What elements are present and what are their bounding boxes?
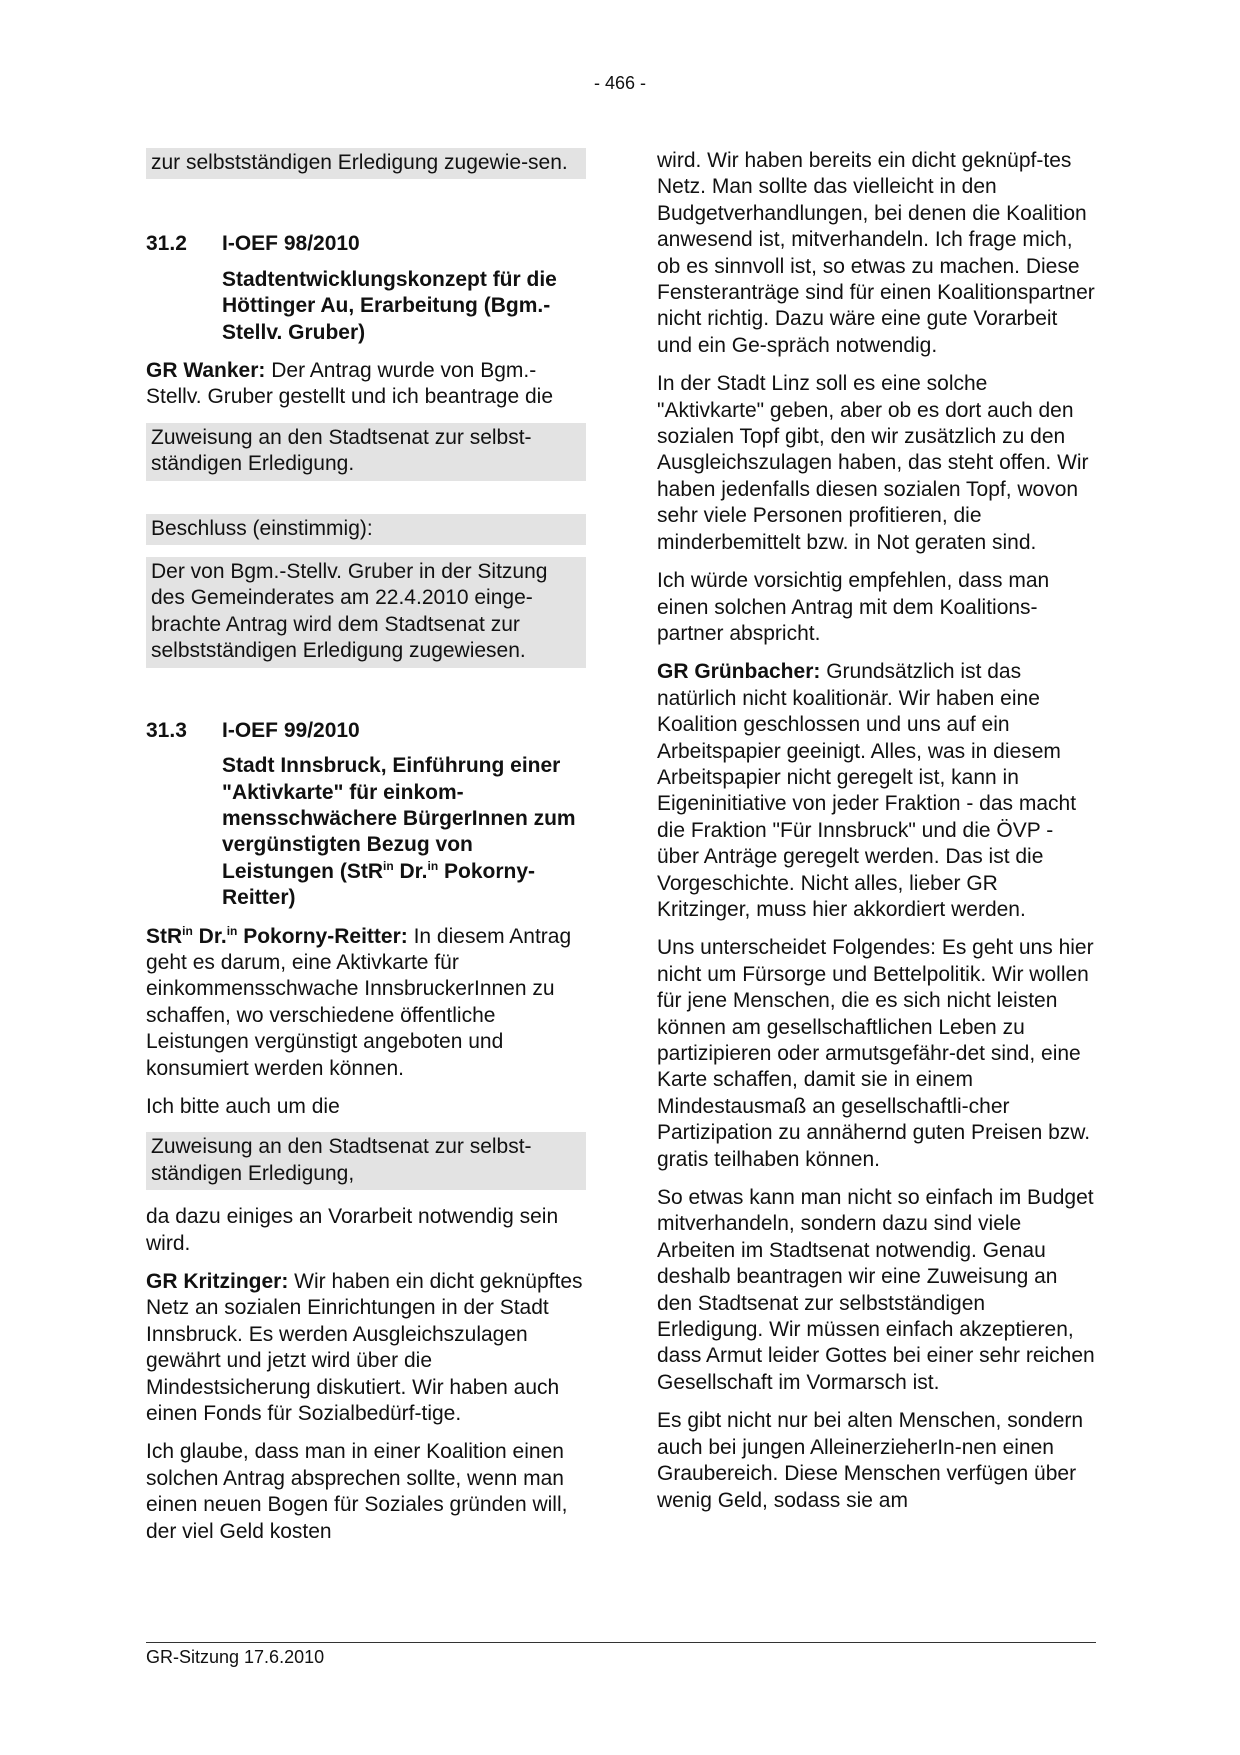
speech-paragraph: Ich glaube, dass man in einer Koalition einen solchen Antrag absprechen sollte, wenn man einen neuen Bogen für Soziales gründen will, der viel Geld kosten — [146, 1440, 568, 1543]
speaker-name: GR Wanker: — [146, 359, 266, 383]
speech-paragraph: StR$^{in}$ Dr.$^{in}$ Pokorny-Reitter: In diesem Antrag geht es darum, eine Aktivkarte für einkommensschwache InnsbruckerInnen zu schaffen, wo verschiedene öffentliche Leistungen vergünstigt angeboten und konsumiert werden können. — [146, 923, 572, 1080]
footer-session-label: GR-Sitzung 17.6.2010 — [146, 1647, 325, 1667]
speaker-name: GR Grünbacher: — [657, 660, 821, 684]
speech-paragraph: wird. Wir haben bereits ein dicht geknüpf-tes Netz. Man sollte das vielleicht in den Budgetverhandlungen, bei denen die Koalition anwesend ist, mitverhandeln. Ich frage mich, ob es sinnvoll ist, so etwas zu machen. Diese Fensteranträge sind für einen Koalitionspartner nicht richtig. Dazu wäre eine gute Vorarbeit und ein Ge-spräch notwendig. — [657, 149, 1095, 357]
speech-paragraph: Uns unterscheidet Folgendes: Es geht uns hier nicht um Fürsorge und Bettelpolitik. Wir wollen für jene Menschen, die es sich nicht leisten können am gesellschaftlichen Leben zu partizipieren oder armutsgefähr-det sind, eine Karte schaffen, damit sie in einem Mindestausmaß an gesellschaftli-cher Partizipation zu annähernd guten Preisen bzw. gratis teilhaben können. — [657, 936, 1094, 1171]
right-column — [657, 148, 1095, 1514]
decision-box: Zuweisung an den Stadtsenat zur selbst-ständigen Erledigung, — [146, 1132, 586, 1190]
speaker-name: StR$^{in}$ Dr.$^{in}$ Pokorny-Reitter: — [146, 923, 408, 948]
left-column — [146, 148, 586, 1545]
item-number: 31.2 — [146, 232, 187, 256]
footer-divider — [146, 1642, 1096, 1643]
speech-paragraph: Es gibt nicht nur bei alten Menschen, sondern auch bei jungen AlleinerzieherIn-nen einen Graubereich. Diese Menschen verfügen über wenig Geld, sodass sie am — [657, 1409, 1084, 1512]
item-title: Stadtentwicklungskonzept für die Höttinger Au, Erarbeitung (Bgm.-Stellv. Gruber) — [222, 267, 557, 344]
speech-paragraph: GR Wanker: Der Antrag wurde von Bgm.-Stellv. Gruber gestellt und ich beantrage die — [146, 359, 554, 409]
speech-paragraph: GR Kritzinger: Wir haben ein dicht geknüpftes Netz an sozialen Einrichtungen in der Stadt Innsbruck. Es werden Ausgleichszulagen gewährt und jetzt wird über die Mindestsicherung diskutiert. Wir haben auch einen Fonds für Sozialbedürf-tige. — [146, 1270, 583, 1426]
agenda-item-31-2 — [146, 231, 586, 257]
agenda-item-31-3 — [146, 718, 586, 744]
page-number: - 466 - — [593, 73, 647, 93]
item-number: 31.3 — [146, 718, 187, 742]
speech-paragraph: da dazu einiges an Vorarbeit notwendig sein wird. — [146, 1205, 559, 1255]
speech-paragraph: Ich bitte auch um die — [146, 1094, 340, 1118]
item-code: I-OEF 99/2010 — [222, 718, 360, 742]
resolution-text: Der von Bgm.-Stellv. Gruber in der Sitzung des Gemeinderates am 22.4.2010 einge-brachte Antrag wird dem Stadtsenat zur selbstständigen Erledigung zugewiesen. — [146, 557, 586, 668]
speech-paragraph: GR Grünbacher: Grundsätzlich ist das natürlich nicht koalitionär. Wir haben eine Koalition geschlossen und uns auf ein Arbeitspapier geeinigt. Alles, was in diesem Arbeitspapier nicht geregelt ist, kann in Eigeninitiative von jeder Fraktion - das macht die Fraktion "Für Innsbruck" und die ÖVP - über Anträge geregelt werden. Das ist die Vorgeschichte. Nicht alles, lieber GR Kritzinger, muss hier akkordiert werden. — [657, 660, 1077, 921]
item-title: Stadt Innsbruck, Einführung einer "Aktivkarte" für einkom-mensschwächere BürgerInnen zum vergünstigten Bezug von Leistungen (StR$^{in}$ Dr.$^{in}$ Pokorny-Reitter) — [222, 754, 576, 910]
resolution-label: Beschluss (einstimmig): — [146, 514, 586, 545]
speaker-name: GR Kritzinger: — [146, 1270, 289, 1293]
speech-paragraph: Ich würde vorsichtig empfehlen, dass man einen solchen Antrag mit dem Koalitions-partner abspricht. — [657, 569, 1050, 645]
item-code: I-OEF 98/2010 — [222, 232, 360, 256]
decision-box: Zuweisung an den Stadtsenat zur selbst-ständigen Erledigung. — [146, 423, 586, 481]
speech-paragraph: So etwas kann man nicht so einfach im Budget mitverhandeln, sondern dazu sind viele Arbeiten im Stadtsenat notwendig. Genau deshalb beantragen wir eine Zuweisung an den Stadtsenat zur selbstständigen Erledigung. Wir müssen einfach akzeptieren, dass Armut leider Gottes bei einer sehr reichen Gesellschaft im Vormarsch ist. — [657, 1186, 1095, 1394]
speech-paragraph: In der Stadt Linz soll es eine solche "Aktivkarte" geben, aber ob es dort auch den sozialen Topf gibt, den wir zusätzlich zu den Ausgleichszulagen haben, das steht offen. Wir haben jedenfalls diesen sozialen Topf, wovon sehr viele Personen profitieren, die minderbemittelt bzw. in Not geraten sind. — [657, 372, 1089, 554]
decision-box: zur selbstständigen Erledigung zugewie-sen. — [146, 148, 586, 179]
